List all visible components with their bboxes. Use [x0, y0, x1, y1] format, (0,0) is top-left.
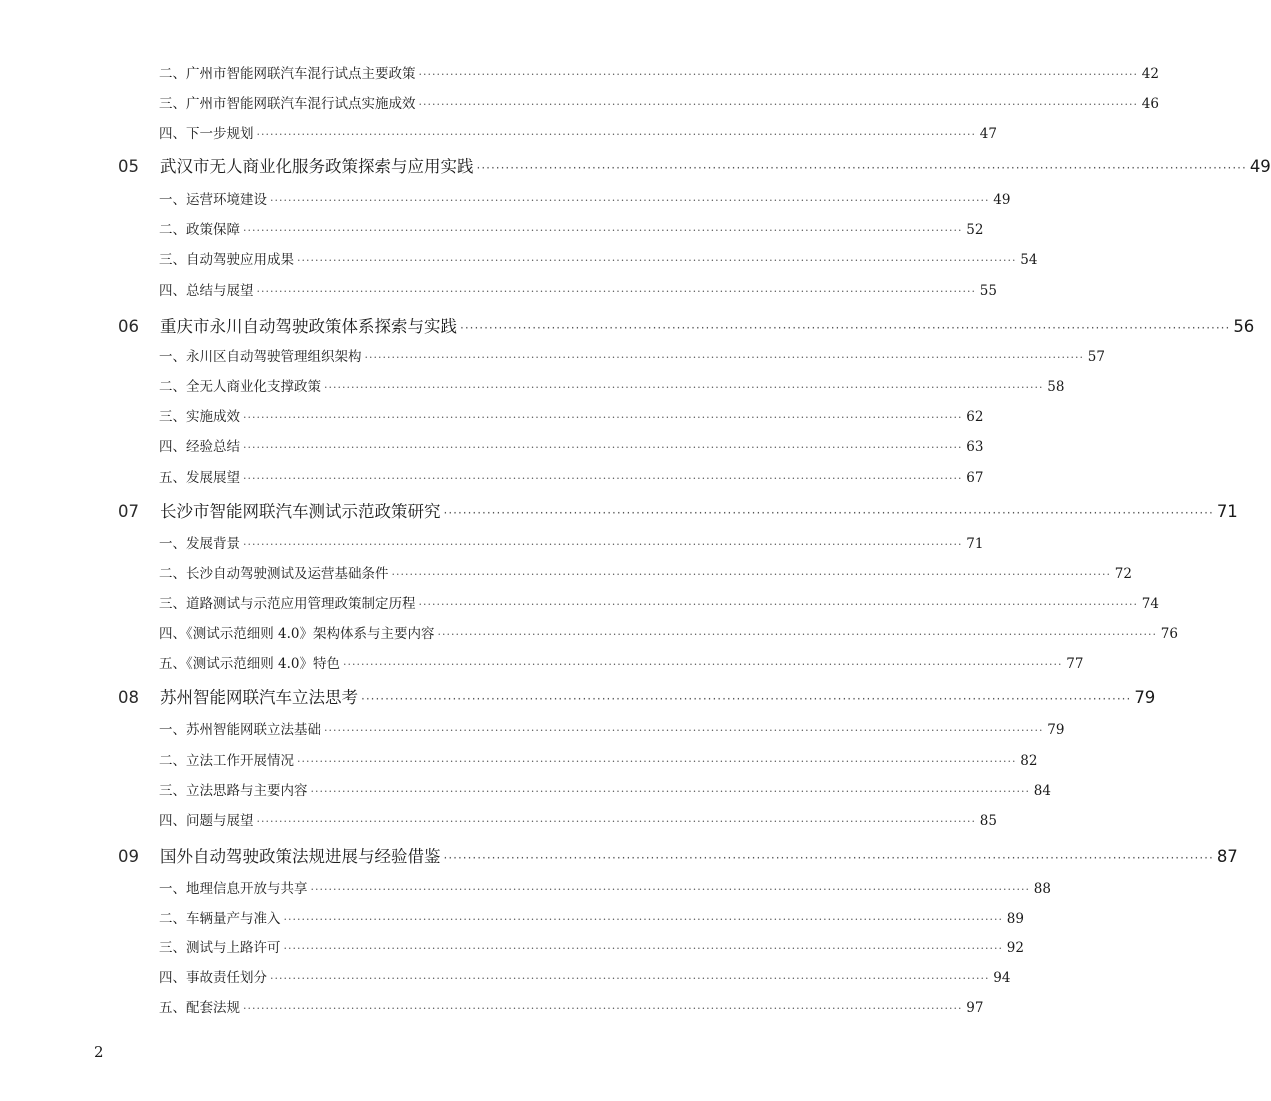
dot-leader: ································································································································································ — [243, 538, 963, 551]
toc-section-entry — [159, 435, 984, 455]
dot-leader: ································································································································································ — [310, 785, 1030, 798]
page-ref: 79 — [1134, 688, 1156, 707]
toc-section-entry — [159, 375, 1065, 395]
section-title: 二、车辆量产与准入 — [159, 911, 281, 927]
chapter-number: 07 — [118, 502, 139, 521]
page-ref: 57 — [1087, 349, 1105, 365]
toc-section-entry — [159, 809, 997, 829]
dot-leader: ································································································································································ — [476, 161, 1247, 175]
dot-leader: ································································································································································ — [324, 724, 1044, 737]
page-ref: 77 — [1066, 656, 1084, 672]
section-title: 四、事故责任划分 — [159, 970, 267, 986]
dot-leader: ································································································································································ — [443, 506, 1214, 520]
page-ref: 84 — [1033, 783, 1051, 799]
toc-section-entry — [159, 62, 1159, 82]
toc-section-entry — [159, 877, 1051, 897]
chapter-title: 国外自动驾驶政策法规进展与经验借鉴 — [160, 847, 441, 866]
page-ref: 72 — [1114, 566, 1132, 582]
toc-chapter-entry — [118, 498, 1238, 522]
page-ref: 85 — [979, 813, 997, 829]
dot-leader: ································································································································································ — [310, 883, 1030, 896]
section-title: 一、永川区自动驾驶管理组织架构 — [159, 349, 362, 365]
page-ref: 76 — [1160, 626, 1178, 642]
section-title: 四、下一步规划 — [159, 126, 254, 142]
toc-section-entry — [159, 718, 1065, 738]
dot-leader: ································································································································································ — [343, 658, 1063, 671]
toc-section-entry — [159, 218, 984, 238]
dot-leader: ································································································································································ — [283, 913, 1003, 926]
section-title: 四、总结与展望 — [159, 283, 254, 299]
dot-leader: ································································································································································ — [297, 755, 1017, 768]
toc-section-entry — [159, 532, 984, 552]
page-ref: 55 — [979, 283, 997, 299]
page-ref: 79 — [1047, 722, 1065, 738]
toc-section-entry — [159, 122, 997, 142]
section-title: 五、发展展望 — [159, 470, 240, 486]
page-ref: 82 — [1020, 753, 1038, 769]
chapter-number: 06 — [118, 317, 139, 336]
dot-leader: ································································································································································ — [437, 628, 1157, 641]
chapter-number: 05 — [118, 157, 139, 176]
chapter-title: 长沙市智能网联汽车测试示范政策研究 — [160, 502, 441, 521]
toc-section-entry — [159, 936, 1024, 956]
dot-leader: ································································································································································ — [460, 321, 1231, 335]
page-ref: 56 — [1233, 317, 1255, 336]
section-title: 三、立法思路与主要内容 — [159, 783, 308, 799]
section-title: 三、自动驾驶应用成果 — [159, 252, 294, 268]
dot-leader: ································································································································································ — [243, 1002, 963, 1015]
dot-leader: ································································································································································ — [243, 224, 963, 237]
dot-leader: ································································································································································ — [283, 942, 1003, 955]
toc-chapter-entry — [118, 313, 1255, 337]
section-title: 五、配套法规 — [159, 1000, 240, 1016]
dot-leader: ································································································································································ — [270, 194, 990, 207]
section-title: 二、立法工作开展情况 — [159, 753, 294, 769]
page-ref: 54 — [1020, 252, 1038, 268]
chapter-title: 重庆市永川自动驾驶政策体系探索与实践 — [160, 317, 457, 336]
toc-section-entry — [159, 248, 1038, 268]
page-ref: 58 — [1047, 379, 1065, 395]
page-ref: 88 — [1033, 881, 1051, 897]
toc-section-entry — [159, 405, 984, 425]
section-title: 一、运营环境建设 — [159, 192, 267, 208]
dot-leader: ································································································································································ — [418, 98, 1138, 111]
chapter-number: 09 — [118, 847, 139, 866]
dot-leader: ································································································································································ — [270, 972, 990, 985]
toc-section-entry — [159, 92, 1159, 112]
dot-leader: ································································································································································ — [391, 568, 1111, 581]
toc-chapter-entry — [118, 153, 1271, 177]
toc-section-entry — [159, 188, 1011, 208]
page-ref: 42 — [1141, 66, 1159, 82]
chapter-number: 08 — [118, 688, 139, 707]
page-ref: 87 — [1216, 847, 1238, 866]
dot-leader: ································································································································································ — [324, 381, 1044, 394]
page-ref: 71 — [1216, 502, 1238, 521]
section-title: 三、广州市智能网联汽车混行试点实施成效 — [159, 96, 416, 112]
dot-leader: ································································································································································ — [256, 285, 976, 298]
dot-leader: ································································································································································ — [243, 411, 963, 424]
page-ref: 94 — [993, 970, 1011, 986]
dot-leader: ································································································································································ — [256, 815, 976, 828]
toc-section-entry — [159, 622, 1178, 642]
page-ref: 71 — [966, 536, 984, 552]
toc-chapter-entry — [118, 684, 1156, 708]
section-title: 二、全无人商业化支撑政策 — [159, 379, 321, 395]
page-ref: 52 — [966, 222, 984, 238]
toc-section-entry — [159, 996, 984, 1016]
page-ref: 63 — [966, 439, 984, 455]
section-title: 二、政策保障 — [159, 222, 240, 238]
section-title: 三、道路测试与示范应用管理政策制定历程 — [159, 596, 416, 612]
section-title: 三、实施成效 — [159, 409, 240, 425]
section-title: 四、问题与展望 — [159, 813, 254, 829]
toc-section-entry — [159, 966, 1011, 986]
dot-leader: ································································································································································ — [297, 254, 1017, 267]
page-ref: 49 — [1249, 157, 1271, 176]
chapter-title: 苏州智能网联汽车立法思考 — [160, 688, 358, 707]
page-ref: 46 — [1141, 96, 1159, 112]
section-title: 二、广州市智能网联汽车混行试点主要政策 — [159, 66, 416, 82]
section-title: 四、《测试示范细则 4.0》架构体系与主要内容 — [159, 626, 435, 642]
toc-section-entry — [159, 345, 1105, 365]
section-title: 一、地理信息开放与共享 — [159, 881, 308, 897]
section-title: 一、发展背景 — [159, 536, 240, 552]
dot-leader: ································································································································································ — [418, 68, 1138, 81]
page-ref: 97 — [966, 1000, 984, 1016]
dot-leader: ································································································································································ — [243, 441, 963, 454]
dot-leader: ································································································································································ — [243, 472, 963, 485]
dot-leader: ································································································································································ — [443, 851, 1214, 865]
dot-leader: ································································································································································ — [256, 128, 976, 141]
toc-section-entry — [159, 562, 1132, 582]
toc-section-entry — [159, 466, 984, 486]
dot-leader: ································································································································································ — [418, 598, 1138, 611]
section-title: 四、经验总结 — [159, 439, 240, 455]
page-number: 2 — [94, 1043, 104, 1061]
page-ref: 47 — [979, 126, 997, 142]
toc-section-entry — [159, 779, 1051, 799]
page-ref: 74 — [1141, 596, 1159, 612]
toc-section-entry — [159, 907, 1024, 927]
toc-chapter-entry — [118, 843, 1238, 867]
section-title: 二、长沙自动驾驶测试及运营基础条件 — [159, 566, 389, 582]
section-title: 三、测试与上路许可 — [159, 940, 281, 956]
page-ref: 49 — [993, 192, 1011, 208]
toc-section-entry — [159, 749, 1038, 769]
toc-section-entry — [159, 279, 997, 299]
page-ref: 89 — [1006, 911, 1024, 927]
page-ref: 62 — [966, 409, 984, 425]
page-ref: 92 — [1006, 940, 1024, 956]
section-title: 五、《测试示范细则 4.0》特色 — [159, 656, 341, 672]
toc-section-entry — [159, 652, 1084, 672]
section-title: 一、苏州智能网联立法基础 — [159, 722, 321, 738]
dot-leader: ································································································································································ — [364, 351, 1084, 364]
dot-leader: ································································································································································ — [361, 692, 1132, 706]
toc-section-entry — [159, 592, 1159, 612]
chapter-title: 武汉市无人商业化服务政策探索与应用实践 — [160, 157, 474, 176]
page-ref: 67 — [966, 470, 984, 486]
